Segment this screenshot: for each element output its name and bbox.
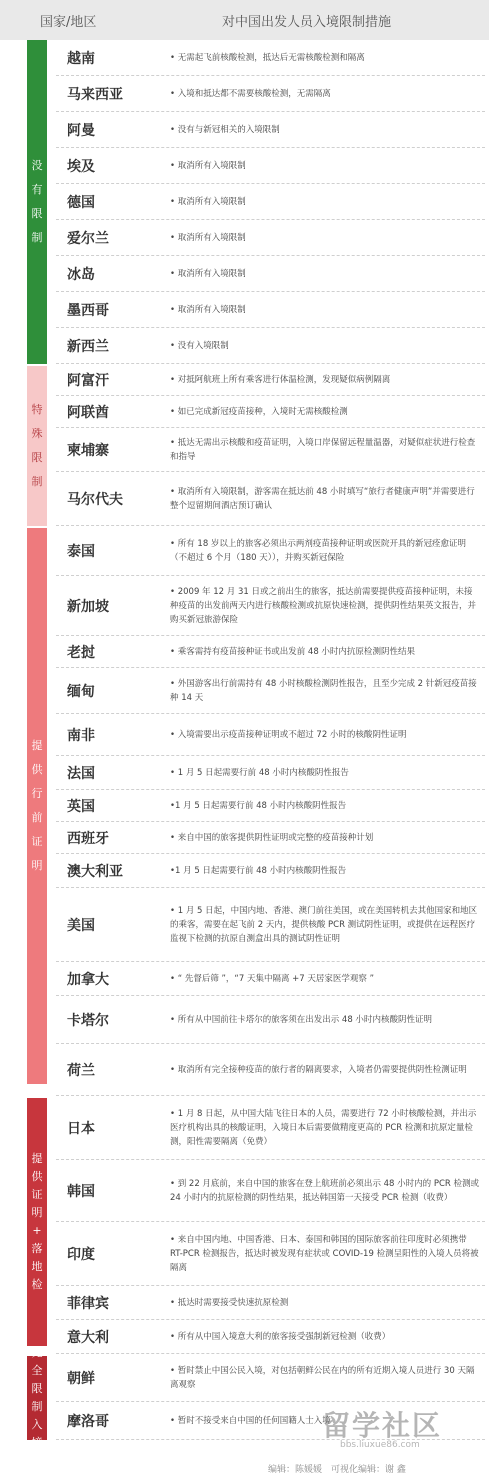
table-row: [56, 714, 485, 756]
table-row: [56, 526, 485, 576]
table-row: [56, 292, 485, 328]
restriction-description: • 抵达时需要接受快速抗原检测: [170, 1297, 289, 1308]
table-row: [56, 1160, 485, 1222]
country-name: 冰岛: [67, 266, 95, 283]
country-name: 柬埔寨: [67, 442, 109, 459]
country-name: 朝鲜: [67, 1370, 95, 1387]
country-name: 越南: [67, 50, 95, 67]
restriction-description: • 取消所有入境限制: [170, 232, 246, 243]
country-name: 英国: [67, 798, 95, 815]
country-name: 阿富汗: [67, 372, 109, 389]
restriction-description: • 所有从中国前往卡塔尔的旅客须在出发出示 48 小时内核酸阴性证明: [170, 1014, 432, 1025]
restriction-description: • 抵达无需出示核酸和疫苗证明，入境口岸保留远程量温器，对疑似症状进行检查和指导: [170, 437, 476, 462]
restriction-description: • 来自中国内地、中国香港、日本、泰国和韩国的国际旅客前往印度时必须携带 RT-PCR 检测报告，抵达时被发现有症状或 COVID-19 检测呈阳性的入境人员将被隔离: [170, 1234, 479, 1273]
country-name: 意大利: [67, 1329, 109, 1346]
restriction-description: • 1 月 5 日起需要行前 48 小时内核酸阴性报告: [170, 767, 349, 778]
restriction-description: • 无需起飞前核酸检测，抵达后无需核酸检测和隔离: [170, 52, 365, 63]
table-row: [56, 40, 485, 76]
country-name: 荷兰: [67, 1062, 95, 1079]
country-name: 法国: [67, 765, 95, 782]
country-name: 阿联酋: [67, 404, 109, 421]
table-row: [56, 668, 485, 714]
restriction-description: • 1 月 8 日起，从中国大陆飞往日本的人员，需要进行 72 小时核酸检测，并出示医疗机构出具的核酸证明，入境日本后需要做精度更高的 PCR 检测和抗原定量检测，阳性需要隔离（免费）: [170, 1108, 477, 1147]
restriction-description: • 取消所有入境限制: [170, 160, 246, 171]
group-label-5: 完 全 限 制 入 境: [27, 1356, 47, 1440]
table-row: [56, 854, 485, 888]
table-row: [56, 112, 485, 148]
restriction-description: • 取消所有入境限制: [170, 304, 246, 315]
country-name: 韩国: [67, 1183, 95, 1200]
table-row: [56, 1096, 485, 1160]
country-name: 南非: [67, 727, 95, 744]
group-label-2: 特 殊 限 制: [27, 366, 47, 526]
restriction-description: • 来自中国的旅客提供阴性证明或完整的疫苗接种计划: [170, 832, 374, 843]
table-row: [56, 256, 485, 292]
restriction-description: • 乘客需持有疫苗接种证书或出发前 48 小时内抗原检测阴性结果: [170, 646, 415, 657]
restriction-description: •1 月 5 日起需要行前 48 小时内核酸阴性报告: [170, 865, 347, 876]
restriction-description: • 取消所有完全接种疫苗的旅行者的隔离要求，入境者仍需要提供阴性检测证明: [170, 1064, 467, 1075]
group-label-1: 没 有 限 制: [27, 40, 47, 364]
country-name: 卡塔尔: [67, 1012, 109, 1029]
table-row: [56, 1354, 485, 1402]
column-header-country: 国家/地区: [40, 15, 97, 30]
table-row: [56, 220, 485, 256]
restriction-description: • 2009 年 12 月 31 日或之前出生的旅客，抵达前需要提供疫苗接种证明，未接种疫苗的出发前两天内进行核酸检测或抗原快速检测，提供阴性结果英文报告，并购买新冠旅游保险: [170, 586, 477, 625]
group-label-4: 提 供 证 明 + 落 地 检: [27, 1098, 47, 1346]
country-name: 德国: [67, 194, 95, 211]
country-name: 埃及: [67, 158, 95, 175]
country-name: 老挝: [67, 644, 95, 661]
table-row: [56, 472, 485, 526]
restriction-description: • 1 月 5 日起，中国内地、香港、澳门前往美国，或在美国转机去其他国家和地区的乘客，需要在起飞前 2 天内，提供核酸 PCR 测试阴性证明，或提供在远程医疗监视下检测的抗原自测盒出具的测试阴性证明: [170, 905, 478, 944]
restriction-description: • 对抵阿航班上所有乘客进行体温检测，发现疑似病例隔离: [170, 374, 391, 385]
restriction-description: • “ 先督后筛 ”，“7 天集中隔离 +7 天居家医学观察 ”: [170, 973, 374, 984]
restriction-description: • 没有与新冠相关的入境限制: [170, 124, 280, 135]
watermark: 留学社区: [322, 1409, 443, 1442]
credits-footer: 编辑：陈媛媛 可视化编辑：谢 鑫: [268, 1465, 406, 1475]
country-name: 美国: [67, 917, 95, 934]
country-name: 缅甸: [67, 683, 95, 700]
country-name: 澳大利亚: [67, 863, 123, 880]
restriction-description: • 取消所有入境限制: [170, 268, 246, 279]
restriction-description: • 取消所有入境限制: [170, 196, 246, 207]
country-name: 墨西哥: [67, 302, 109, 319]
restriction-description: • 暂时不接受来自中国的任何国籍人士入境: [170, 1415, 331, 1426]
table-row: [56, 1044, 485, 1096]
country-name: 新加坡: [67, 598, 109, 615]
country-name: 加拿大: [67, 971, 109, 988]
table-row: [56, 76, 485, 112]
table-row: [56, 888, 485, 962]
restriction-description: • 暂时禁止中国公民入境，对包括朝鲜公民在内的所有近期入境人员进行 30 天隔离观察: [170, 1365, 475, 1390]
table-row: [56, 396, 485, 428]
country-name: 印度: [67, 1246, 95, 1263]
restriction-description: • 入境和抵达都不需要核酸检测，无需隔离: [170, 88, 331, 99]
restriction-description: •1 月 5 日起需要行前 48 小时内核酸阴性报告: [170, 800, 347, 811]
table-row: [56, 428, 485, 472]
table-row: [56, 364, 485, 396]
restriction-description: • 外国游客出行前需持有 48 小时核酸检测阴性报告，且至少完成 2 针新冠疫苗接种 14 天: [170, 678, 477, 703]
table-row: [56, 996, 485, 1044]
country-name: 泰国: [67, 543, 95, 560]
table-row: [56, 1320, 485, 1354]
country-name: 爱尔兰: [67, 230, 109, 247]
restriction-description: • 入境需要出示疫苗接种证明或不超过 72 小时的核酸阴性证明: [170, 729, 407, 740]
country-name: 日本: [67, 1120, 95, 1137]
country-name: 马来西亚: [67, 86, 123, 103]
country-name: 新西兰: [67, 338, 109, 355]
country-name: 马尔代夫: [67, 491, 123, 508]
column-header-measures: 对中国出发人员入境限制措施: [222, 15, 392, 30]
restriction-description: • 所有 18 岁以上的旅客必须出示两剂疫苗接种证明或医院开具的新冠痊愈证明（不超过 6 个月（180 天）），并购买新冠保险: [170, 538, 466, 563]
restriction-description: • 所有从中国入境意大利的旅客接受强制新冠检测（收费）: [170, 1331, 391, 1342]
table-row: [56, 822, 485, 854]
watermark-url: bbs.liuxue86.com: [340, 1440, 420, 1450]
table-row: [56, 1286, 485, 1320]
table-row: [56, 576, 485, 636]
restriction-description: • 如已完成新冠疫苗接种，入境时无需核酸检测: [170, 406, 348, 417]
table-row: [56, 148, 485, 184]
table-row: [56, 962, 485, 996]
table-row: [56, 328, 485, 364]
country-name: 西班牙: [67, 830, 109, 847]
table-row: [56, 636, 485, 668]
country-name: 摩洛哥: [67, 1413, 109, 1430]
group-label-3: 提 供 行 前 证 明: [27, 528, 47, 1084]
country-name: 阿曼: [67, 122, 95, 139]
table-header: [0, 0, 489, 40]
table-row: [56, 790, 485, 822]
table-row: [56, 1222, 485, 1286]
restriction-description: • 到 22 月底前，来自中国的旅客在登上航班前必须出示 48 小时内的 PCR 检测或 24 小时内的抗原检测的阴性结果，抵达韩国第一天接受 PCR 检测（收费）: [170, 1178, 480, 1203]
country-name: 菲律宾: [67, 1295, 109, 1312]
restriction-description: • 取消所有入境限制，游客需在抵达前 48 小时填写“旅行者健康声明”并需要进行整个逗留期间酒店预订确认: [170, 486, 475, 511]
table-row: [56, 756, 485, 790]
restriction-description: • 没有入境限制: [170, 340, 229, 351]
table-row: [56, 184, 485, 220]
